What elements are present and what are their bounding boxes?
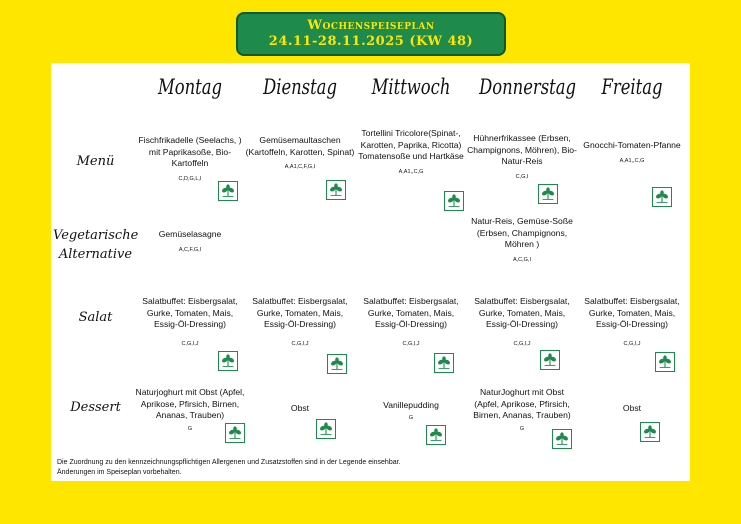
dish-text: Salatbuffet: Eisbergsalat, Gurke, Tomaten, Mais, Essig-Öl-Dressing) [363, 296, 459, 329]
dish-text: Gnocchi-Tomaten-Pfanne [583, 140, 681, 150]
organic-leaf-logo-icon [444, 191, 464, 211]
menu-cell-monday [135, 135, 245, 183]
organic-leaf-logo-icon [426, 425, 446, 445]
allergen-codes: C,G,I,J [291, 340, 309, 347]
dish-text: Vanillepudding [383, 400, 439, 410]
page-title: Wochenspeiseplan [307, 18, 435, 33]
allergen-codes: C,G,I,J [181, 340, 199, 347]
menu-cell-thursday [467, 133, 577, 181]
title-banner [236, 12, 506, 56]
week-range: 24.11-28.11.2025 (KW 48) [268, 34, 474, 49]
vegetarian-cell-monday [135, 229, 245, 254]
organic-leaf-logo-icon [552, 429, 572, 449]
dish-text: Gemüselasagne [158, 229, 222, 239]
organic-leaf-logo-icon [434, 353, 454, 373]
row-label-vegetarian-line1: Vegetarische [53, 228, 139, 243]
allergen-codes: C,G,I,J [402, 340, 420, 347]
row-label-dessert: Dessert [70, 400, 121, 415]
dish-text: Obst [622, 403, 642, 413]
salad-cell-tuesday [245, 296, 355, 348]
dish-text: Obst [290, 403, 310, 413]
allergen-codes: C,D,G,L,I [178, 175, 202, 182]
allergen-codes: A,A1,,C,G [619, 157, 645, 164]
row-label-menu: Menü [76, 154, 115, 169]
dish-text: Salatbuffet: Eisbergsalat, Gurke, Tomaten, Mais, Essig-Öl-Dressing) [584, 296, 680, 329]
day-header-monday: Montag [157, 75, 223, 99]
allergen-codes: C,G,I [515, 173, 529, 180]
organic-leaf-logo-icon [655, 352, 675, 372]
allergen-codes: A,C,F,G,I [178, 246, 202, 253]
dish-text: Tortellini Tricolore(Spinat-, Karotten, Paprika, Ricotta) Tomatensoße und Hartkäse [358, 128, 464, 161]
footer-notes [57, 458, 401, 477]
organic-leaf-logo-icon [225, 423, 245, 443]
menu-cell-tuesday [245, 135, 355, 171]
organic-leaf-logo-icon [327, 354, 347, 374]
footer-change-note: Änderungen im Speiseplan vorbehalten. [57, 468, 182, 476]
dessert-cell-wednesday [356, 400, 466, 422]
vegetarian-cell-thursday [467, 216, 577, 264]
menu-cell-friday [577, 140, 687, 165]
organic-leaf-logo-icon [218, 351, 238, 371]
organic-leaf-logo-icon [640, 422, 660, 442]
dish-text: Naturjoghurt mit Obst (Apfel, Aprikose, Pfirsich, Birnen, Ananas, Trauben) [135, 387, 245, 420]
day-header-friday: Freitag [601, 75, 663, 99]
salad-cell-monday [135, 296, 245, 348]
day-header-thursday: Donnerstag [479, 75, 576, 99]
footer-allergen-note: Die Zuordnung zu den kennzeichnungspflichtigen Allergenen und Zusatzstoffen sind in der Legende einsehbar. [57, 459, 401, 466]
dish-text: Salatbuffet: Eisbergsalat, Gurke, Tomaten, Mais, Essig-Öl-Dressing) [142, 296, 238, 329]
row-label-salad: Salat [78, 310, 113, 325]
allergen-codes: G [408, 414, 414, 421]
organic-leaf-logo-icon [652, 187, 672, 207]
row-label-vegetarian-line2: Alternative [58, 247, 133, 262]
dish-text: Natur-Reis, Gemüse-Soße (Erbsen, Champignons, Möhren ) [471, 216, 573, 249]
day-header-wednesday: Mittwoch [371, 75, 451, 99]
dish-text: Salatbuffet: Eisbergsalat, Gurke, Tomaten, Mais, Essig-Öl-Dressing) [252, 296, 348, 329]
dish-text: Hühnerfrikassee (Erbsen, Champignons, Möhren), Bio-Natur-Reis [467, 133, 577, 166]
dish-text: Fischfrikadelle (Seelachs, ) mit Paprikasoße, Bio-Kartoffeln [138, 135, 242, 168]
row-label-vegetarian [53, 226, 138, 264]
menu-cell-wednesday [356, 128, 466, 176]
allergen-codes: G [187, 425, 193, 432]
dessert-cell-tuesday [245, 403, 355, 415]
dessert-cell-thursday [467, 387, 577, 433]
allergen-codes: A,A1,,C,G [398, 168, 424, 175]
dish-text: Salatbuffet: Eisbergsalat, Gurke, Tomaten, Mais, Essig-Öl-Dressing) [474, 296, 570, 329]
organic-leaf-logo-icon [326, 180, 346, 200]
dish-text: NaturJoghurt mit Obst (Apfel, Aprikose, Pfirsich, Birnen, Ananas, Trauben) [473, 387, 571, 420]
organic-leaf-logo-icon [538, 184, 558, 204]
allergen-codes: C,G,I,J [513, 340, 531, 347]
dessert-cell-friday [577, 403, 687, 415]
organic-leaf-logo-icon [316, 419, 336, 439]
allergen-codes: A,A1,C,F,G,I [284, 164, 316, 170]
salad-cell-friday [577, 296, 687, 348]
allergen-codes: G [519, 425, 525, 432]
organic-leaf-logo-icon [218, 181, 238, 201]
day-header-tuesday: Dienstag [263, 75, 337, 99]
allergen-codes: C,G,I,J [623, 340, 641, 347]
dish-text: Gemüsemaultaschen (Kartoffeln, Karotten, Spinat) [245, 135, 355, 157]
organic-leaf-logo-icon [540, 350, 560, 370]
salad-cell-wednesday [356, 296, 466, 348]
salad-cell-thursday [467, 296, 577, 348]
allergen-codes: A,C,G,I [512, 256, 532, 263]
menu-panel [51, 63, 690, 481]
